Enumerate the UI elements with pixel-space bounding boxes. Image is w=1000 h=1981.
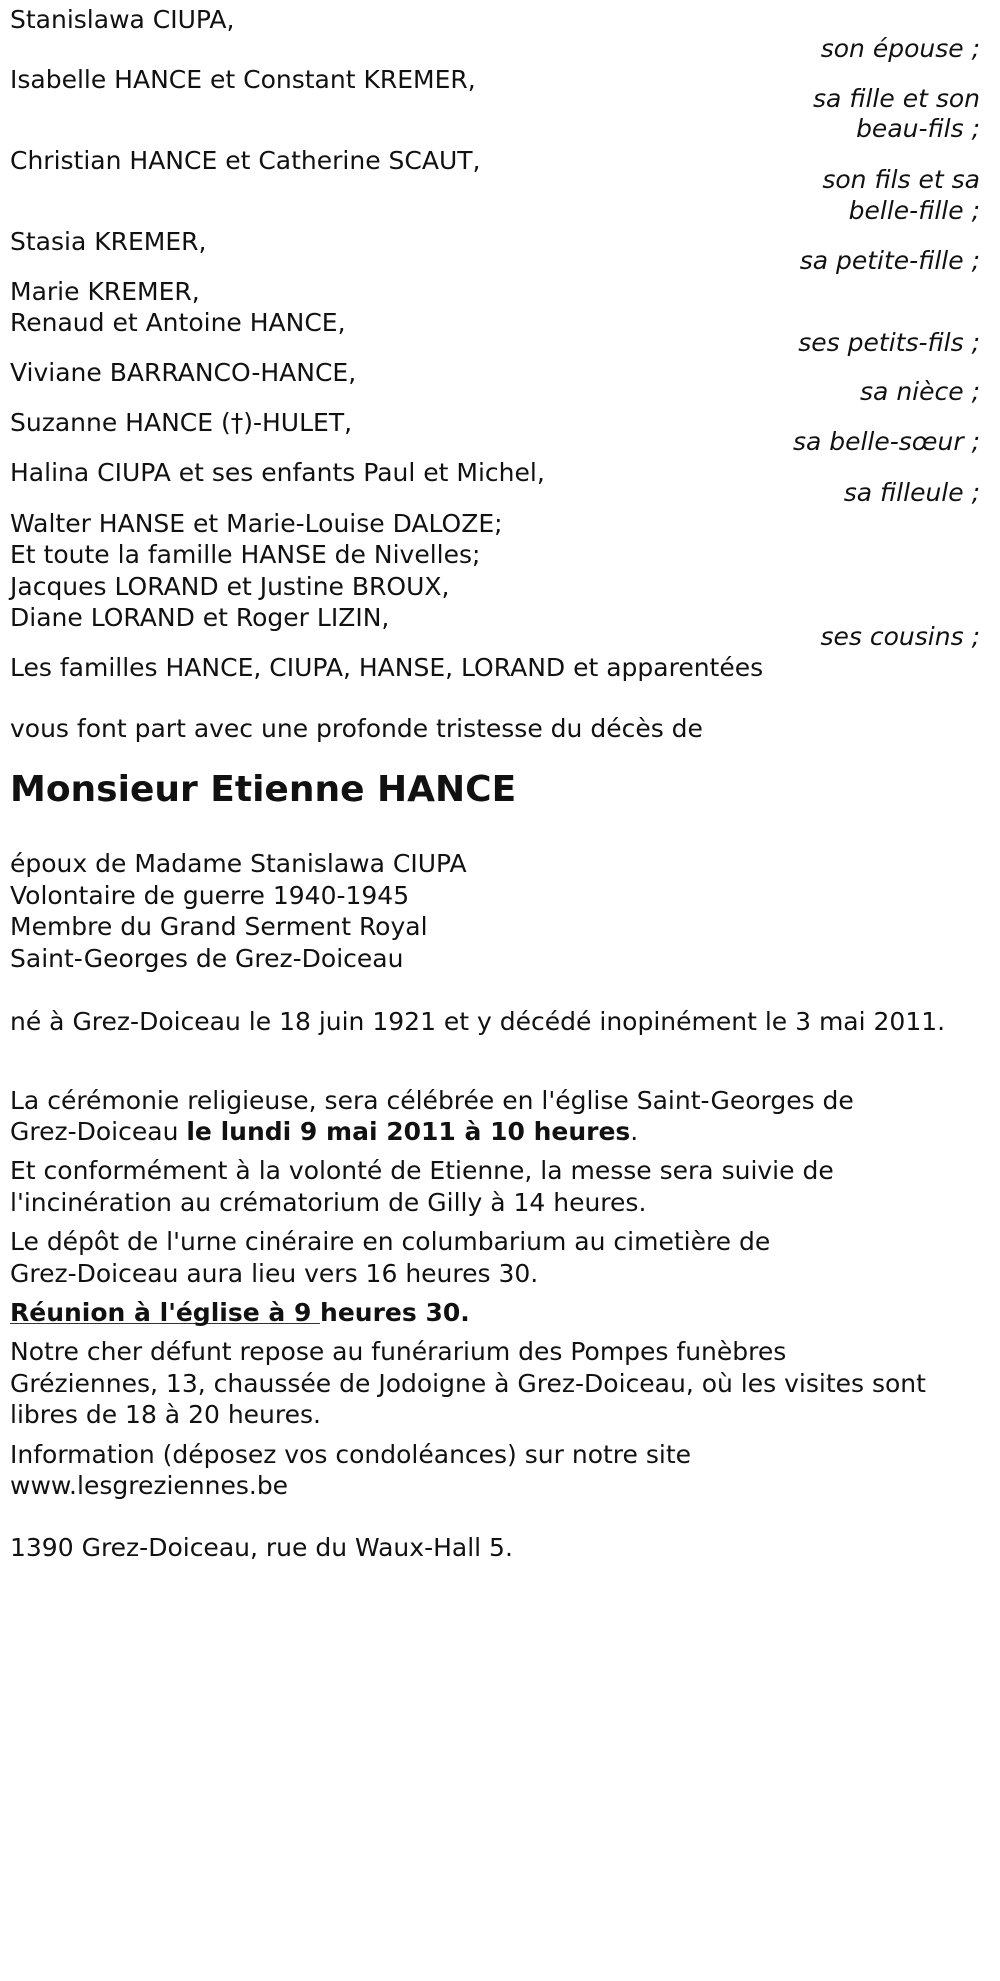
family-name: Marie KREMER,: [10, 277, 200, 306]
family-name: Renaud et Antoine HANCE,: [10, 308, 346, 337]
title-line: époux de Madame Stanislawa CIUPA: [10, 849, 467, 878]
ceremony-line: La cérémonie religieuse, sera célébrée en l'église Saint-Georges de: [10, 1086, 854, 1115]
family-name: Stasia KREMER,: [10, 227, 207, 256]
families-line: Les familles HANCE, CIUPA, HANSE, LORAND et apparentées: [10, 653, 764, 682]
family-role: sa belle-sœur ;: [792, 427, 980, 456]
family-name: Christian HANCE et Catherine SCAUT,: [10, 146, 481, 175]
deceased-name: Monsieur Etienne HANCE: [10, 769, 517, 810]
ceremony-date: le lundi 9 mai 2011 à 10 heures: [186, 1117, 631, 1146]
ceremony-place: Grez-Doiceau: [10, 1117, 187, 1146]
family-name: Halina CIUPA et ses enfants Paul et Michel,: [10, 458, 545, 487]
family-role: sa filleule ;: [843, 478, 980, 507]
ceremony-punct: .: [630, 1117, 639, 1146]
funeral-home-line: Gréziennes, 13, chaussée de Jodoigne à Grez-Doiceau, où les visites sont: [10, 1369, 926, 1398]
family-role: sa nièce ;: [860, 377, 980, 406]
family-name: Isabelle HANCE et Constant KREMER,: [10, 65, 476, 94]
info-line: Information (déposez vos condoléances) sur notre site: [10, 1440, 692, 1469]
family-name: Et toute la famille HANSE de Nivelles;: [10, 540, 481, 569]
urn-line: Le dépôt de l'urne cinéraire en columbarium au cimetière de: [10, 1227, 771, 1256]
title-line: Membre du Grand Serment Royal: [10, 912, 428, 941]
family-role: beau-fils ;: [856, 114, 980, 143]
urn-line: Grez-Doiceau aura lieu vers 16 heures 30.: [10, 1259, 539, 1288]
family-name: Stanislawa CIUPA,: [10, 5, 235, 34]
family-role: son épouse ;: [820, 34, 980, 63]
title-line: Saint-Georges de Grez-Doiceau: [10, 944, 404, 973]
family-name: Diane LORAND et Roger LIZIN,: [10, 603, 390, 632]
family-role: sa fille et son: [813, 84, 980, 113]
family-name: Jacques LORAND et Justine BROUX,: [10, 572, 450, 601]
family-role: son fils et sa: [822, 165, 980, 194]
meeting-line: Réunion à l'église à 9 heures 30.: [10, 1298, 470, 1327]
family-name: Viviane BARRANCO-HANCE,: [10, 358, 357, 387]
family-name: Walter HANSE et Marie-Louise DALOZE;: [10, 509, 503, 538]
funeral-home-line: Notre cher défunt repose au funérarium des Pompes funèbres: [10, 1337, 787, 1366]
funeral-home-line: libres de 18 à 20 heures.: [10, 1400, 321, 1429]
ceremony-line: [10, 1116, 638, 1148]
family-role: ses petits-fils ;: [798, 328, 980, 357]
cremation-line: Et conformément à la volonté de Etienne, la messe sera suivie de: [10, 1156, 834, 1185]
family-role: ses cousins ;: [820, 622, 980, 651]
family-name: Suzanne HANCE (†)-HULET,: [10, 408, 353, 437]
address-line: 1390 Grez-Doiceau, rue du Waux-Hall 5.: [10, 1533, 513, 1562]
family-role: sa petite-fille ;: [799, 246, 980, 275]
family-role: belle-fille ;: [848, 196, 980, 225]
announcement: vous font part avec une profonde tristesse du décès de: [10, 714, 703, 743]
title-line: Volontaire de guerre 1940-1945: [10, 881, 410, 910]
birth-death: né à Grez-Doiceau le 18 juin 1921 et y décédé inopinément le 3 mai 2011.: [10, 1007, 946, 1036]
cremation-line: l'incinération au crématorium de Gilly à 14 heures.: [10, 1188, 647, 1217]
website-link[interactable]: www.lesgreziennes.be: [10, 1471, 289, 1500]
